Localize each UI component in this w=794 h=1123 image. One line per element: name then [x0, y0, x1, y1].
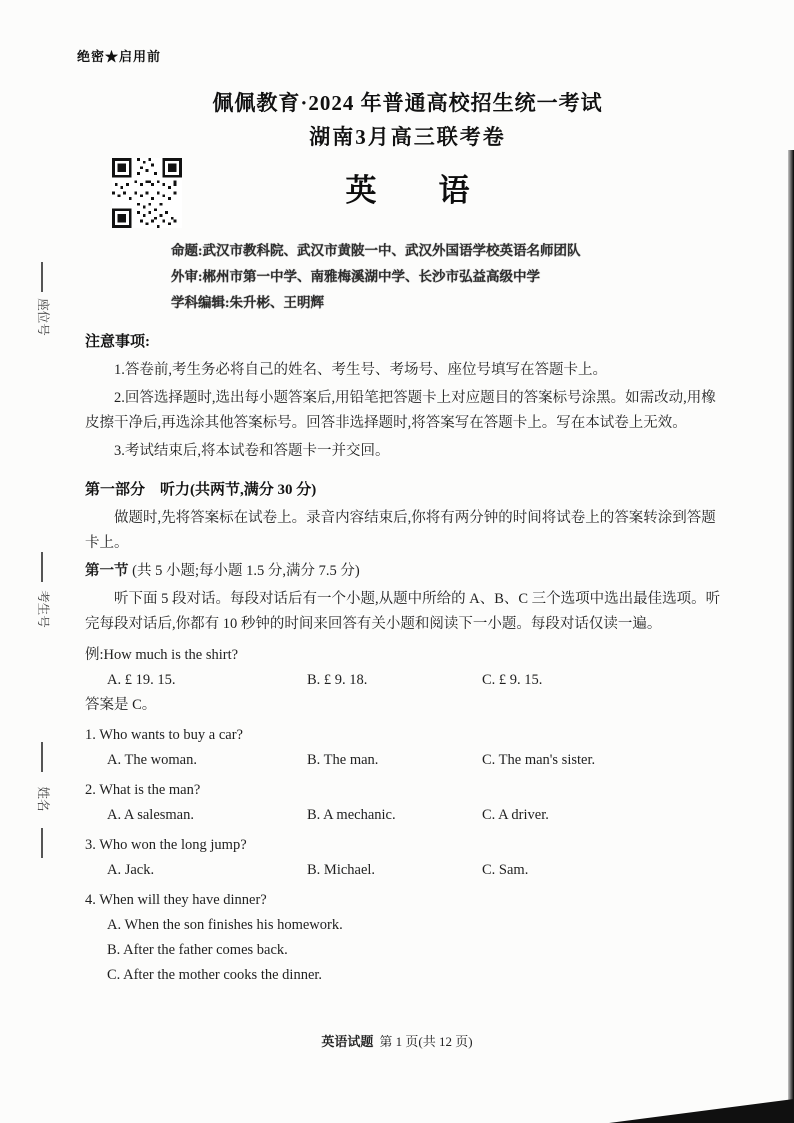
- question-2: [85, 778, 730, 828]
- section1-heading: [85, 559, 730, 584]
- question-3-options: [85, 858, 730, 883]
- question-3: [85, 833, 730, 883]
- question-2-text: 2. What is the man?: [85, 782, 201, 798]
- exam-title-line2: 湖南3月高三联考卷: [309, 125, 506, 149]
- section1-heading-title: 第一节: [85, 563, 129, 579]
- seat-number-label: 座位号: [36, 298, 50, 336]
- notice-item-1: 1.答卷前,考生务必将自己的姓名、考生号、考场号、座位号填写在答题卡上。: [114, 362, 607, 378]
- question-1: [85, 723, 730, 773]
- footer-page-info: 第 1 页(共 12 页): [379, 1034, 473, 1049]
- name-label: 姓名: [36, 786, 50, 812]
- scan-right-edge-artifact: [788, 150, 794, 1123]
- example-option-b: B. £ 9. 18.: [307, 672, 368, 688]
- notices-heading: 注意事项:: [85, 334, 150, 350]
- question-4-option-a: A. When the son finishes his homework.: [107, 917, 343, 933]
- seal-line-lower: [41, 742, 43, 772]
- example-option-a: A. £ 19. 15.: [107, 672, 176, 688]
- classification-label: 绝密★启用前: [77, 49, 162, 64]
- question-2-option-a: A. A salesman.: [107, 807, 194, 823]
- notice-item-2: 2.回答选择题时,选出每小题答案后,用铅笔把答题卡上对应题目的答案标号涂黑。如需改动,用橡皮擦干净后,再选涂其他答案标号。回答非选择题时,将答案写在答题卡上。写在本试卷上无效。: [85, 390, 716, 431]
- question-1-option-b: B. The man.: [307, 752, 379, 768]
- example-options: [85, 668, 730, 693]
- exam-title-line1: 佩佩教育·2024 年普通高校招生统一考试: [212, 91, 603, 115]
- credits-proposers: 命题:武汉市教科院、武汉市黄陂一中、武汉外国语学校英语名师团队: [171, 243, 581, 258]
- question-3-option-a: A. Jack.: [107, 862, 155, 878]
- section1-heading-detail: (共 5 小题;每小题 1.5 分,满分 7.5 分): [132, 563, 360, 579]
- scan-bottom-corner-artifact: [609, 1099, 794, 1123]
- question-2-option-b: B. A mechanic.: [307, 807, 396, 823]
- credits-editors: 学科编辑:朱升彬、王明辉: [171, 295, 324, 310]
- part1-intro: 做题时,先将答案标在试卷上。录音内容结束后,你将有两分钟的时间将试卷上的答案转涂到答题卡上。: [85, 510, 716, 551]
- question-2-option-c: C. A driver.: [482, 807, 549, 823]
- question-1-option-c: C. The man's sister.: [482, 752, 596, 768]
- question-4-option-b: B. After the father comes back.: [107, 942, 288, 958]
- seal-line-bottom: [41, 828, 43, 858]
- page-content: [77, 46, 730, 988]
- question-1-option-a: A. The woman.: [107, 752, 197, 768]
- example-question: 例:How much is the shirt?: [85, 647, 239, 663]
- candidate-number-label: 考生号: [36, 590, 50, 628]
- question-4: [85, 888, 730, 988]
- page-footer: [0, 1031, 794, 1050]
- question-3-option-b: B. Michael.: [307, 862, 376, 878]
- credits-reviewers: 外审:郴州市第一中学、南雅梅溪湖中学、长沙市弘益高级中学: [171, 269, 540, 284]
- example-answer: 答案是 C。: [85, 697, 157, 713]
- question-4-options: [85, 913, 730, 988]
- section1-intro: 听下面 5 段对话。每段对话后有一个小题,从题中所给的 A、B、C 三个选项中选出最佳选项。听完每段对话后,你都有 10 秒钟的时间来回答有关小题和阅读下一小题。每段对话仅读一遍。: [85, 591, 721, 632]
- question-3-text: 3. Who won the long jump?: [85, 837, 247, 853]
- question-3-option-c: C. Sam.: [482, 862, 529, 878]
- example-option-c: C. £ 9. 15.: [482, 672, 543, 688]
- subject-title: 英 语: [345, 173, 470, 208]
- question-4-text: 4. When will they have dinner?: [85, 892, 267, 908]
- notice-item-3: 3.考试结束后,将本试卷和答题卡一并交回。: [114, 443, 390, 459]
- question-2-options: [85, 803, 730, 828]
- question-1-text: 1. Who wants to buy a car?: [85, 727, 243, 743]
- seal-line-top: [41, 262, 43, 292]
- seal-line-middle: [41, 552, 43, 582]
- notices-section: [85, 330, 730, 464]
- footer-doc-label: 英语试题: [321, 1034, 374, 1049]
- question-4-option-c: C. After the mother cooks the dinner.: [107, 967, 323, 983]
- part1-heading: 第一部分 听力(共两节,满分 30 分): [85, 482, 317, 498]
- credits-block: [85, 238, 730, 316]
- question-1-options: [85, 748, 730, 773]
